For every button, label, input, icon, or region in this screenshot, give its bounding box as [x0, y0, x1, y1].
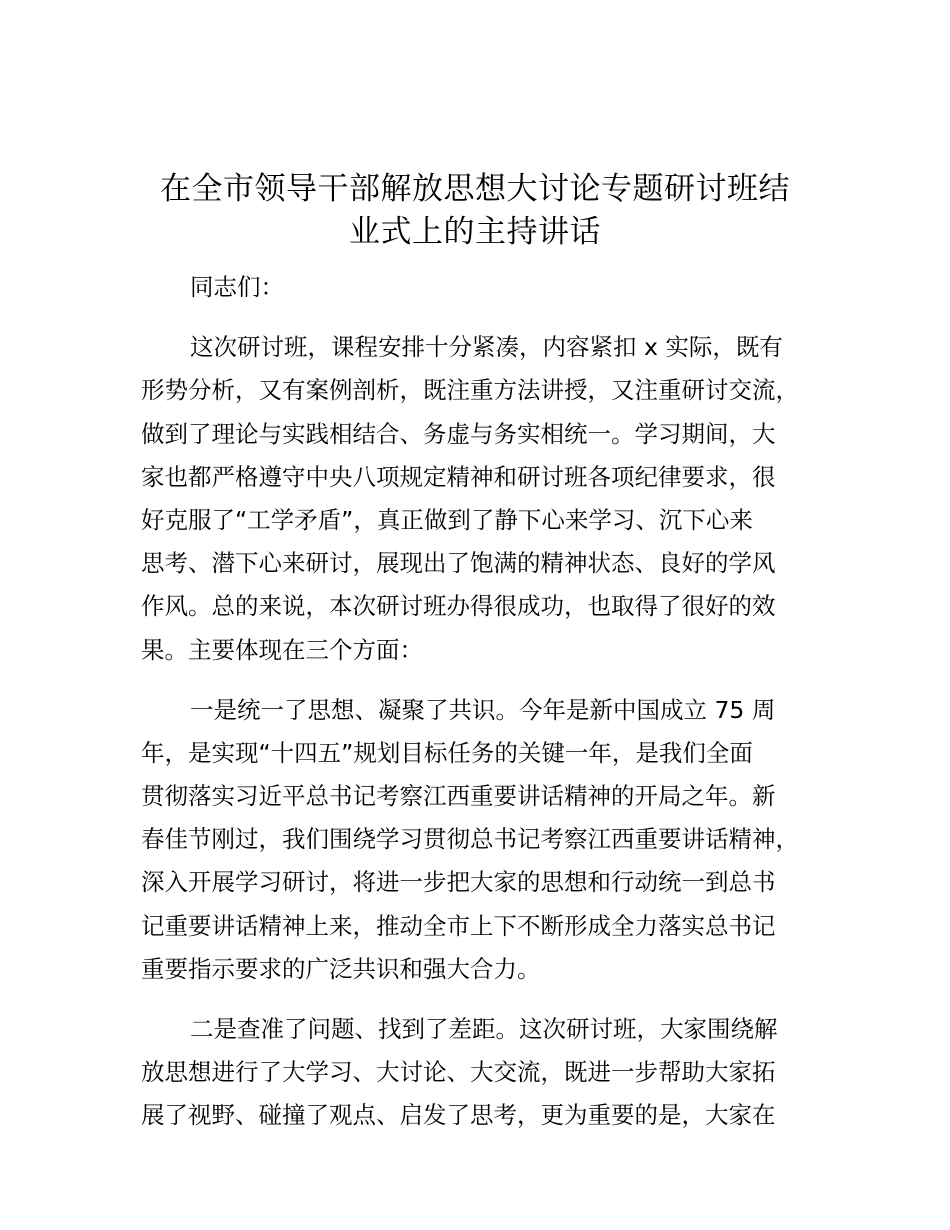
document-title: [130, 168, 820, 254]
paragraph-point-two: [141, 1008, 821, 1138]
paragraph-line: 贯彻落实习近平总书记考察江西重要讲话精神的开局之年。新: [141, 782, 776, 811]
paragraph-line: 展了视野、碰撞了观点、启发了思考，更为重要的是，大家在: [141, 1101, 776, 1130]
paragraph-line: 果。主要体现在三个方面：: [141, 635, 423, 664]
paragraph-line: 放思想进行了大学习、大讨论、大交流，既进一步帮助大家拓: [141, 1058, 776, 1087]
paragraph-line: 做到了理论与实践相结合、务虚与务实相统一。学习期间，大: [141, 419, 776, 448]
paragraph-line: 形势分析，又有案例剖析，既注重方法讲授，又注重研讨交流，: [141, 376, 799, 405]
paragraph-line: 深入开展学习研讨，将进一步把大家的思想和行动统一到总书: [141, 868, 776, 897]
document-body: [141, 266, 821, 1138]
paragraph-course-summary: [141, 326, 821, 672]
paragraph-line: 记重要讲话精神上来，推动全市上下不断形成全力落实总书记: [141, 911, 776, 940]
title-line: 在全市领导干部解放思想大讨论专题研讨班结: [160, 171, 790, 207]
paragraph-line: 家也都严格遵守中央八项规定精神和研讨班各项纪律要求，很: [141, 462, 776, 491]
paragraph-line: 年，是实现“十四五”规划目标任务的关键一年，是我们全面: [141, 738, 753, 767]
paragraph-line: 作风。总的来说，本次研讨班办得很成功，也取得了很好的效: [141, 592, 776, 621]
salutation-text: 同志们：: [190, 273, 284, 301]
paragraph-line: 二是查准了问题、找到了差距。这次研讨班，大家围绕解: [190, 1015, 778, 1043]
paragraph-line: 好克服了“工学矛盾”，真正做到了静下心来学习、沉下心来: [141, 505, 753, 534]
title-line: 业式上的主持讲话: [349, 214, 601, 250]
paragraph-line: 一是统一了思想、凝聚了共识。今年是新中国成立 75 周: [190, 695, 776, 724]
paragraph-point-one: [141, 689, 821, 991]
salutation: [141, 266, 821, 309]
paragraph-line: 重要指示要求的广泛共识和强大合力。: [141, 954, 541, 983]
paragraph-line: 这次研讨班，课程安排十分紧凑，内容紧扣 x 实际，既有: [190, 333, 783, 362]
paragraph-line: 思考、潜下心来研讨，展现出了饱满的精神状态、良好的学风: [141, 549, 776, 578]
paragraph-line: 春佳节刚过，我们围绕学习贯彻总书记考察江西重要讲话精神，: [141, 825, 799, 854]
